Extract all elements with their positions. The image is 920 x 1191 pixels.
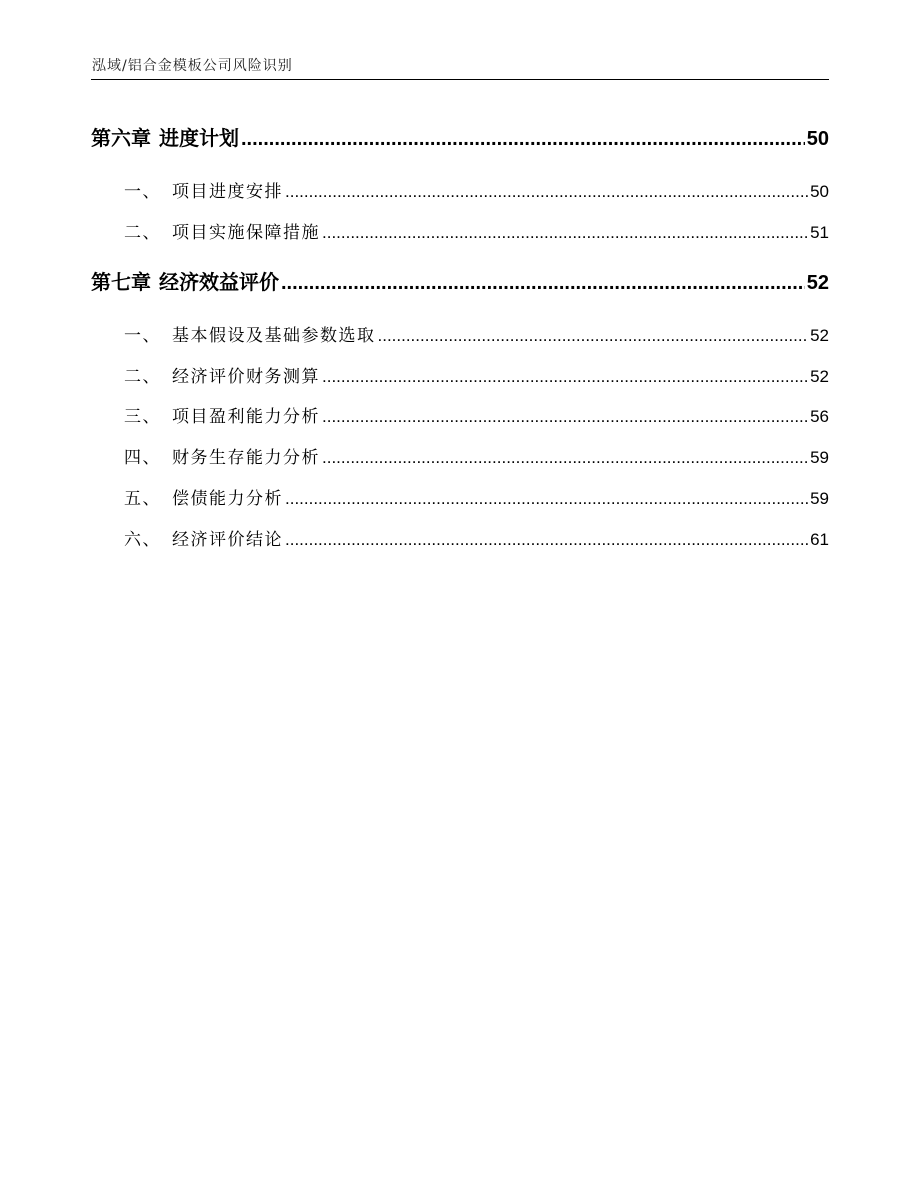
- section-title: 经济评价结论: [172, 530, 283, 550]
- section-number: 一、: [124, 326, 161, 346]
- section-title: 偿债能力分析: [172, 489, 283, 509]
- page-number: 59: [810, 489, 829, 508]
- toc-chapter-7[interactable]: [91, 266, 829, 295]
- dot-leader: [285, 182, 808, 202]
- page-number: 52: [806, 272, 829, 294]
- running-header: 泓域/铝合金模板公司风险识别: [92, 58, 293, 74]
- section-title: 基本假设及基础参数选取: [172, 326, 376, 346]
- section-title: 项目实施保障措施: [172, 223, 320, 243]
- toc-section-7-3[interactable]: [124, 402, 829, 427]
- dot-leader: [241, 128, 805, 151]
- toc-section-7-6[interactable]: [124, 525, 829, 550]
- toc-section-6-2[interactable]: [124, 218, 829, 243]
- section-number: 四、: [124, 448, 161, 468]
- page-number: 52: [810, 367, 829, 386]
- toc-section-6-1[interactable]: [124, 177, 829, 202]
- toc-section-7-1[interactable]: [124, 321, 829, 346]
- toc-section-7-5[interactable]: [124, 484, 829, 509]
- section-title: 项目盈利能力分析: [172, 407, 320, 427]
- section-number: 五、: [124, 489, 161, 509]
- section-number: 二、: [124, 223, 161, 243]
- chapter-number: 第七章: [91, 270, 151, 294]
- header-divider: [91, 79, 829, 80]
- chapter-title: 经济效益评价: [159, 270, 279, 294]
- page-number: 51: [810, 223, 829, 242]
- dot-leader: [322, 407, 808, 427]
- dot-leader: [285, 530, 808, 550]
- page-number: 56: [810, 407, 829, 426]
- toc-chapter-6[interactable]: [91, 122, 829, 151]
- dot-leader: [281, 272, 805, 295]
- section-number: 二、: [124, 367, 161, 387]
- section-title: 财务生存能力分析: [172, 448, 320, 468]
- dot-leader: [322, 367, 808, 387]
- section-number: 一、: [124, 182, 161, 202]
- section-title: 经济评价财务测算: [172, 367, 320, 387]
- section-number: 六、: [124, 530, 161, 550]
- dot-leader: [285, 489, 808, 509]
- toc-section-7-4[interactable]: [124, 443, 829, 468]
- toc-section-7-2[interactable]: [124, 362, 829, 387]
- dot-leader: [322, 223, 808, 243]
- section-title: 项目进度安排: [172, 182, 283, 202]
- section-number: 三、: [124, 407, 161, 427]
- chapter-title: 进度计划: [159, 126, 239, 150]
- page-number: 59: [810, 448, 829, 467]
- dot-leader: [378, 326, 809, 346]
- page-number: 50: [810, 182, 829, 201]
- page-number: 50: [806, 128, 829, 150]
- page-number: 61: [810, 530, 829, 549]
- chapter-number: 第六章: [91, 126, 151, 150]
- page-number: 52: [810, 326, 829, 345]
- dot-leader: [322, 448, 808, 468]
